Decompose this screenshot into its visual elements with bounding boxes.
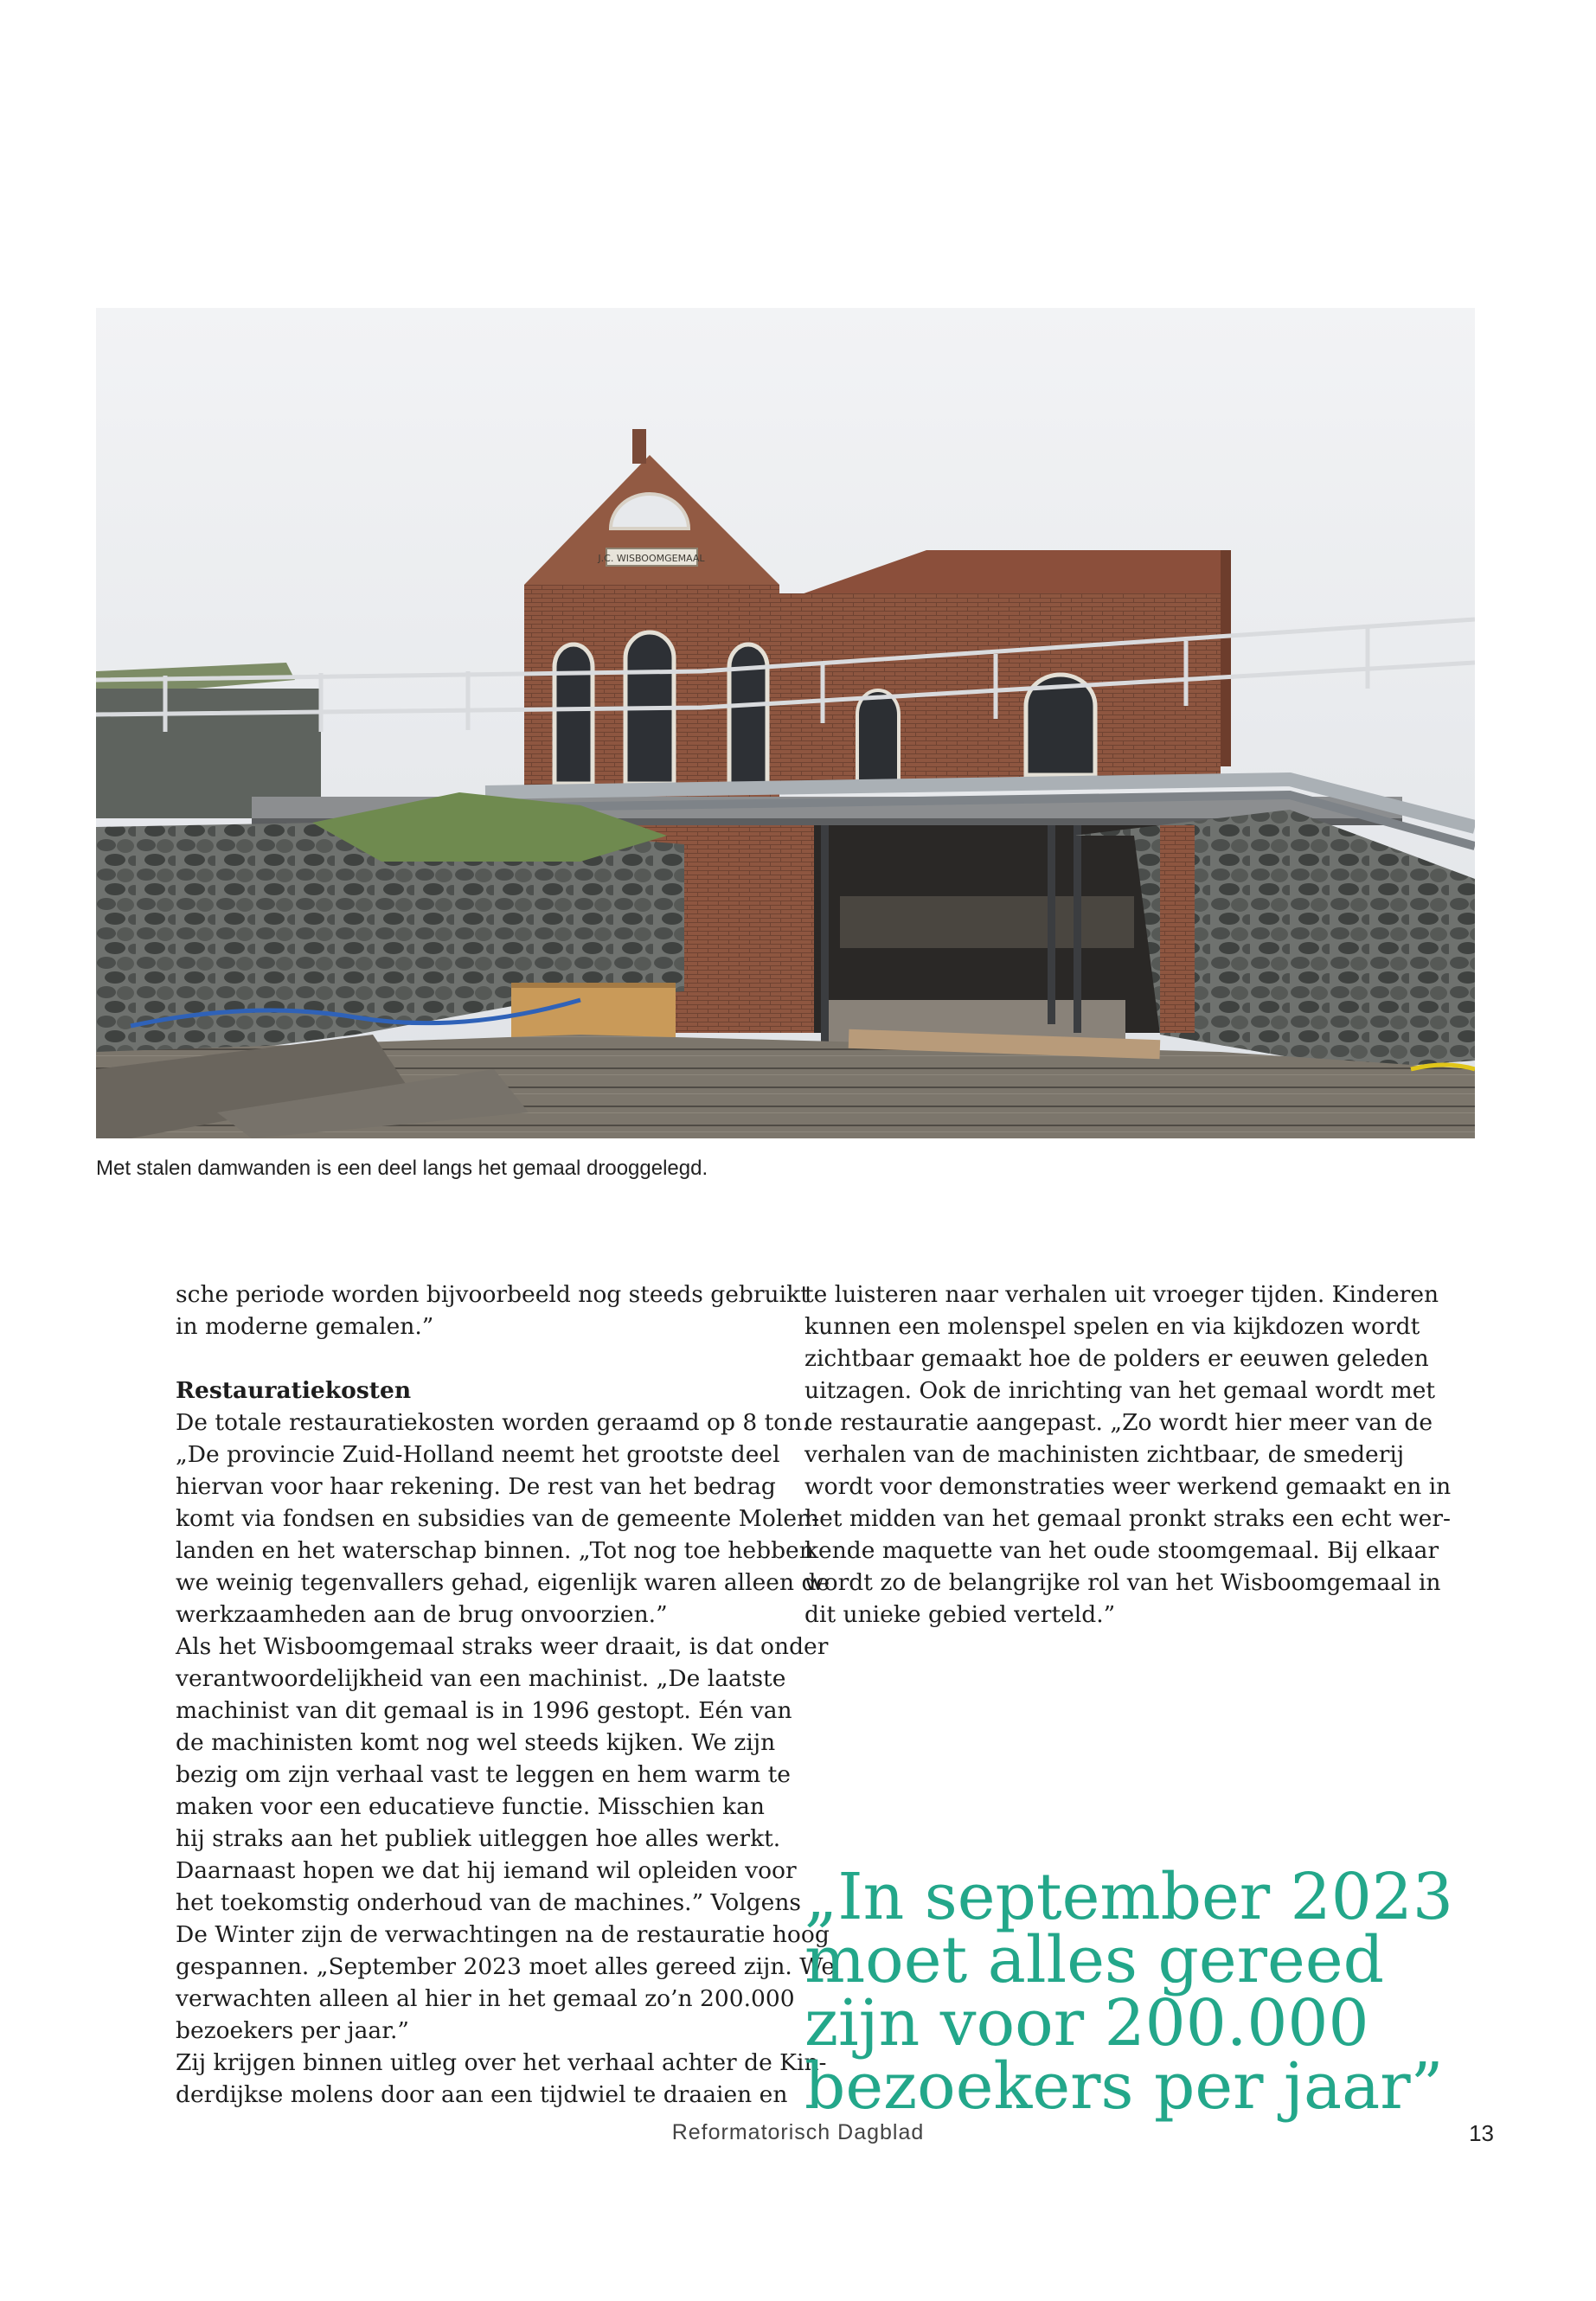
building-sign: J.C. WISBOOMGEMAAL bbox=[598, 553, 705, 564]
body-line: sche periode worden bijvoorbeeld nog steeds gebruikt bbox=[176, 1281, 810, 1308]
body-line: de restauratie aangepast. „Zo wordt hier meer van de bbox=[804, 1409, 1433, 1436]
pumping-station-photo bbox=[96, 308, 1475, 1138]
article-photo bbox=[96, 308, 1475, 1138]
section-heading: Restauratiekosten bbox=[176, 1377, 412, 1404]
body-line: gespannen. „September 2023 moet alles gereed zijn. We bbox=[176, 1953, 836, 1980]
pull-quote-line: bezoekers per jaar” bbox=[804, 2049, 1444, 2124]
body-line: Daarnaast hopen we dat hij iemand wil opleiden voor bbox=[176, 1857, 797, 1884]
body-line: hij straks aan het publiek uitleggen hoe alles werkt. bbox=[176, 1825, 781, 1852]
body-line: verantwoordelijkheid van een machinist. „De laatste bbox=[176, 1665, 786, 1692]
body-line: verwachten alleen al hier in het gemaal zo’n 200.000 bbox=[176, 1985, 795, 2012]
body-line: komt via fondsen en subsidies van de gemeente Molen- bbox=[176, 1505, 820, 1532]
body-line: we weinig tegenvallers gehad, eigenlijk waren alleen de bbox=[176, 1569, 830, 1596]
body-line: te luisteren naar verhalen uit vroeger tijden. Kinderen bbox=[804, 1281, 1439, 1308]
body-line: bezig om zijn verhaal vast te leggen en hem warm te bbox=[176, 1761, 791, 1788]
body-line: de machinisten komt nog wel steeds kijken. We zijn bbox=[176, 1729, 776, 1756]
body-line: hiervan voor haar rekening. De rest van het bedrag bbox=[176, 1473, 776, 1500]
body-line: maken voor een educatieve functie. Misschien kan bbox=[176, 1793, 765, 1820]
body-line: Als het Wisboomgemaal straks weer draait, is dat onder bbox=[176, 1633, 829, 1660]
pull-quote-line: „In september 2023 bbox=[804, 1860, 1453, 1934]
body-line: wordt zo de belangrijke rol van het Wisboomgemaal in bbox=[804, 1569, 1441, 1596]
body-line: landen en het waterschap binnen. „Tot nog toe hebben bbox=[176, 1537, 814, 1564]
page-number: 13 bbox=[1469, 2120, 1494, 2146]
paragraph-gap bbox=[176, 1343, 781, 1375]
body-line: De Winter zijn de verwachtingen na de restauratie hoog bbox=[176, 1921, 830, 1948]
body-line: het toekomstig onderhoud van de machines.” Volgens bbox=[176, 1889, 802, 1916]
body-line: in moderne gemalen.” bbox=[176, 1313, 434, 1340]
pull-quote bbox=[804, 1860, 1462, 2124]
body-line: bezoekers per jaar.” bbox=[176, 2017, 409, 2044]
body-line: verhalen van de machinisten zichtbaar, de smederij bbox=[804, 1441, 1405, 1468]
right-column bbox=[804, 1279, 1452, 1631]
photo-caption: Met stalen damwanden is een deel langs het gemaal drooggelegd. bbox=[96, 1157, 708, 1180]
left-column bbox=[176, 1279, 836, 2111]
body-line: De totale restauratiekosten worden geraamd op 8 ton. bbox=[176, 1409, 810, 1436]
body-line: werkzaamheden aan de brug onvoorzien.” bbox=[176, 1601, 668, 1628]
body-line: „De provincie Zuid-Holland neemt het grootste deel bbox=[176, 1441, 780, 1468]
body-line: Zij krijgen binnen uitleg over het verhaal achter de Kin- bbox=[176, 2049, 827, 2076]
body-line: kende maquette van het oude stoomgemaal. Bij elkaar bbox=[804, 1537, 1439, 1564]
body-line: uitzagen. Ook de inrichting van het gemaal wordt met bbox=[804, 1377, 1436, 1404]
pull-quote-line: zijn voor 200.000 bbox=[804, 1986, 1369, 2061]
body-line: wordt voor demonstraties weer werkend gemaakt en in bbox=[804, 1473, 1452, 1500]
publication-name: Reformatorisch Dagblad bbox=[671, 2120, 925, 2144]
body-line: machinist van dit gemaal is in 1996 gestopt. Eén van bbox=[176, 1697, 792, 1724]
body-line: kunnen een molenspel spelen en via kijkdozen wordt bbox=[804, 1313, 1420, 1340]
body-line: derdijkse molens door aan een tijdwiel te draaien en bbox=[176, 2081, 788, 2108]
body-line: zichtbaar gemaakt hoe de polders er eeuwen geleden bbox=[804, 1345, 1429, 1372]
body-line: het midden van het gemaal pronkt straks een echt wer- bbox=[804, 1505, 1451, 1532]
pull-quote-line: moet alles gereed bbox=[804, 1923, 1385, 1997]
body-line: dit unieke gebied verteld.” bbox=[804, 1601, 1116, 1628]
